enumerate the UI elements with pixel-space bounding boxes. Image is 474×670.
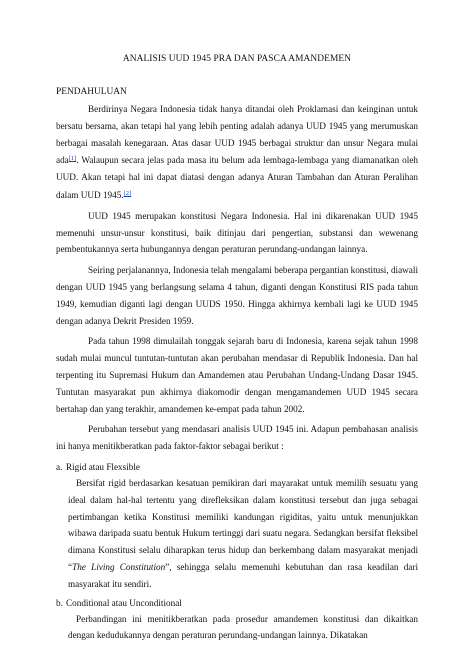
paragraph-3: Seiring perjalanannya, Indonesia telah mengalami beberapa pergantian konstitusi, diawali dengan UUD 1945 yang berlangsung selama 4 tahun, diganti dengan Konstitusi RIS pada tahun 1949, kemudian diganti lagi dengan UUDS 1950. Hingga akhirnya kembali lagi ke UUD 1945 dengan adanya Dekrit Presiden 1959. xyxy=(56,265,418,326)
list-item-a-text-a: Bersifat rigid berdasarkan kesatuan pemikiran dari mayarakat untuk memilih sesuatu yang ideal dalam hal-hal tertentu yang direfleksikan dalam konstitusi tersebut dan juga sebagai pertimbangan ketika Konstitusi memiliki kandungan rigiditas, yaitu untuk menunjukkan wibawa daripada suatu bentuk Hukum tertinggi dari suatu negara. Sedangkan bersifat fleksibel dimana Konstitusi selalu diharapkan terus hidup dan berkembang dalam masyarakat menjadi “ xyxy=(68,477,418,572)
paragraph-1-text-b: . Walaupun secara jelas pada masa itu belum ada lembaga-lembaga yang diamanatkan oleh UUD. Akan tetapi hal ini dapat diatasi dengan adanya Aturan Tambahan dan Aturan Peralihan dalam UUD 1945. xyxy=(56,155,418,200)
paragraph-1-text-a: Berdirinya Negara Indonesia tidak hanya ditandai oleh Proklamasi dan keinginan untuk bersatu bersama, akan tetapi hal yang lebih penting adalah adanya UUD 1945 yang merumuskan berbagai masalah kenegaraan. Atas dasar UUD 1945 berbagai struktur dan unsur Negara mulai ada xyxy=(56,104,418,166)
list-item-a-title: Rigid atau Flexsible xyxy=(66,461,141,472)
paragraph-2: UUD 1945 merupakan konstitusi Negara Indonesia. Hal ini dikarenakan UUD 1945 memenuhi unsur-unsur konstitusi, baik ditinjau dari pengertian, substansi dan wewenang pembentukannya serta hubungannya dengan peraturan perundang-undangan lainnya. xyxy=(56,210,418,255)
paragraph-1 xyxy=(56,101,418,204)
list-item-a-emphasis: The Living Constitution xyxy=(72,561,166,572)
list-item-b-label xyxy=(56,595,418,611)
list-item-b-title: Conditional atau Unconditional xyxy=(66,597,182,608)
footnote-link-2[interactable]: [2] xyxy=(123,189,132,197)
list-marker-b: b. xyxy=(56,597,63,608)
paragraph-4: Pada tahun 1998 dimulailah tonggak sejarah baru di Indonesia, karena sejak tahun 1998 sudah mulai muncul tuntutan-tuntutan akan perubahan mendasar di Republik Indonesia. Dan hal terpenting itu Supremasi Hukum dan Amandemen atau Perubahan Undang-Undang Dasar 1945. Tuntutan masyarakat pun akhirnya diakomodir dengan mengamandemen UUD 1945 secara bertahap dan yang terakhir, amandemen ke-empat pada tahun 2002. xyxy=(56,336,418,414)
list-item-a-body xyxy=(56,475,418,593)
list-item-b-body: Perbandingan ini menitikberatkan pada prosedur amandemen konstitusi dan dikaitkan dengan kedudukannya dengan peraturan perundang-undangan lainnya. Dikatakan xyxy=(68,613,418,641)
section-heading: PENDAHULUAN xyxy=(56,87,127,97)
list-item-a-text-b: ”, sehingga selalu memenuhi kebutuhan dan rasa keadilan dari masyarakat itu sendiri. xyxy=(68,561,418,589)
list-item-a-label xyxy=(56,459,418,475)
document-title: ANALISIS UUD 1945 PRA DAN PASCA AMANDEMEN xyxy=(122,54,352,64)
footnote-link-1[interactable]: [1] xyxy=(68,155,77,163)
paragraph-5: Perubahan tersebut yang mendasari analisis UUD 1945 ini. Adapun pembahasan analisis ini hanya menitikberatkan pada faktor-faktor sebagai berikut : xyxy=(56,424,418,452)
list-marker-a: a. xyxy=(56,461,63,472)
